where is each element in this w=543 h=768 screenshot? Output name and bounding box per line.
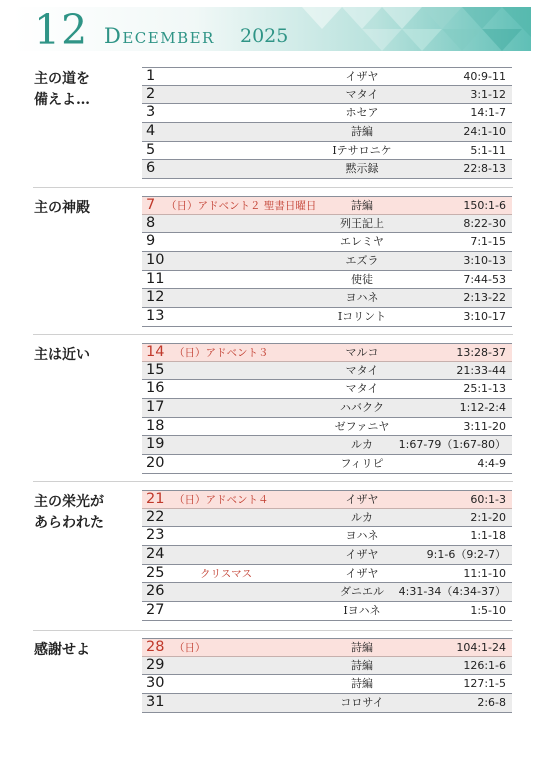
book-name: イザヤ	[345, 493, 379, 506]
reading-row	[142, 546, 512, 565]
year: 2025	[240, 25, 289, 47]
month-header	[12, 7, 531, 51]
day-number: 20	[146, 455, 165, 472]
day-number: 15	[146, 361, 165, 378]
book-name: Ⅰテサロニケ	[332, 143, 392, 157]
reading-row	[142, 362, 512, 381]
reading-row	[142, 583, 512, 602]
sunday-reading-row	[142, 490, 512, 509]
book-name: 詩編	[351, 658, 373, 672]
book-name: Ⅰコリント	[337, 310, 387, 324]
sunday-reading-row	[142, 343, 512, 362]
day-number: 22	[146, 508, 165, 525]
day-number: 25	[146, 564, 165, 581]
reading-row	[142, 509, 512, 528]
day-number: 27	[146, 602, 165, 619]
day-number: 29	[146, 656, 165, 673]
day-number: 28	[146, 639, 165, 655]
book-name: 黙示録	[345, 162, 379, 176]
book-name: ホセア	[345, 106, 379, 120]
reading-list	[142, 490, 512, 621]
day-number: 14	[146, 344, 165, 360]
verse-reference: 7:1-15	[470, 235, 506, 249]
verse-reference: 126:1-6	[463, 658, 506, 672]
book-name: マタイ	[345, 382, 379, 396]
verse-reference: 21:33-44	[456, 363, 506, 377]
section-divider	[33, 630, 513, 631]
reading-row	[142, 233, 512, 252]
reading-row	[142, 602, 512, 621]
verse-reference: 8:22-30	[463, 216, 506, 230]
book-name: マルコ	[345, 346, 379, 359]
day-note: （日）	[174, 642, 206, 654]
section-divider	[33, 187, 513, 188]
reading-row	[142, 436, 512, 455]
reading-row	[142, 252, 512, 271]
reading-row	[142, 123, 512, 142]
reading-row	[142, 86, 512, 105]
reading-row	[142, 380, 512, 399]
reading-row	[142, 142, 512, 161]
book-name: 詩編	[351, 677, 373, 691]
day-number: 24	[146, 546, 165, 563]
book-name: ダニエル	[340, 585, 384, 599]
section-title: 感謝せよ	[34, 642, 90, 658]
book-name: エレミヤ	[340, 235, 384, 249]
book-name: エズラ	[345, 254, 379, 268]
section-divider	[33, 481, 513, 482]
day-number: 6	[146, 160, 156, 177]
verse-reference: 14:1-7	[470, 106, 506, 120]
reading-row	[142, 527, 512, 546]
reading-row	[142, 418, 512, 437]
day-number: 11	[146, 270, 165, 287]
day-number: 9	[146, 233, 156, 250]
verse-reference: 127:1-5	[463, 677, 506, 691]
day-number: 30	[146, 675, 165, 692]
day-number: 8	[146, 214, 156, 231]
verse-reference: 11:1-10	[463, 566, 506, 580]
sunday-reading-row	[142, 638, 512, 657]
reading-list	[142, 67, 512, 179]
verse-reference: 22:8-13	[463, 162, 506, 176]
book-name: 詩編	[351, 199, 373, 212]
day-number: 4	[146, 123, 156, 140]
day-number: 7	[146, 197, 156, 213]
day-number: 13	[146, 308, 165, 325]
book-name: ヨハネ	[345, 529, 379, 543]
day-note: （日）アドベント２ 聖書日曜日	[166, 200, 317, 212]
verse-reference: 3:11-20	[463, 419, 506, 433]
reading-row	[142, 455, 512, 474]
day-number: 31	[146, 694, 165, 711]
book-name: ルカ	[351, 438, 373, 452]
month-number: 12	[34, 7, 89, 51]
verse-reference: 104:1-24	[456, 641, 506, 654]
verse-reference: 7:44-53	[463, 272, 506, 286]
book-name: 使徒	[351, 272, 373, 286]
day-note: クリスマス	[200, 567, 253, 580]
day-number: 1	[146, 68, 156, 84]
verse-reference: 9:1-6（9:2-7）	[426, 548, 506, 562]
book-name: Ⅰヨハネ	[343, 604, 381, 618]
book-name: マタイ	[345, 87, 379, 101]
day-note: （日）アドベント４	[174, 494, 269, 506]
book-name: マタイ	[345, 363, 379, 377]
verse-reference: 150:1-6	[463, 199, 506, 212]
verse-reference: 2:6-8	[477, 696, 506, 710]
verse-reference: 40:9-11	[463, 70, 506, 83]
verse-reference: 1:67-79（1:67-80）	[398, 438, 506, 452]
day-number: 3	[146, 104, 156, 121]
verse-reference: 3:10-13	[463, 254, 506, 268]
reading-row	[142, 289, 512, 308]
verse-reference: 1:12-2:4	[459, 401, 506, 415]
section-title: 主は近い	[34, 347, 90, 363]
book-name: コロサイ	[340, 696, 384, 710]
book-name: ヨハネ	[345, 291, 379, 305]
reading-row	[142, 271, 512, 290]
reading-row	[142, 675, 512, 694]
verse-reference: 13:28-37	[456, 346, 506, 359]
book-name: ルカ	[351, 510, 373, 524]
day-number: 18	[146, 417, 165, 434]
verse-reference: 5:1-11	[470, 143, 506, 157]
verse-reference: 1:1-18	[470, 529, 506, 543]
verse-reference: 2:13-22	[463, 291, 506, 305]
reading-row	[142, 565, 512, 584]
verse-reference: 4:31-34（4:34-37）	[398, 585, 506, 599]
reading-row	[142, 215, 512, 234]
book-name: 詩編	[351, 125, 373, 139]
book-name: 列王記上	[340, 216, 384, 230]
verse-reference: 60:1-3	[470, 493, 506, 506]
month-name: December	[104, 24, 215, 48]
book-name: イザヤ	[345, 70, 379, 83]
day-number: 16	[146, 380, 165, 397]
section-title: 主の栄光が あらわれた	[34, 494, 104, 531]
reading-list	[142, 638, 512, 713]
verse-reference: 24:1-10	[463, 125, 506, 139]
reading-list	[142, 196, 512, 327]
book-name: ゼファニヤ	[334, 419, 390, 433]
book-name: イザヤ	[345, 566, 379, 580]
reading-list	[142, 343, 512, 474]
day-number: 23	[146, 527, 165, 544]
reading-row	[142, 308, 512, 327]
day-number: 17	[146, 399, 165, 416]
day-number: 5	[146, 141, 156, 158]
day-note: （日）アドベント３	[174, 347, 269, 359]
day-number: 12	[146, 289, 165, 306]
section-title: 主の神殿	[34, 200, 90, 216]
reading-row	[142, 67, 512, 86]
verse-reference: 1:5-10	[470, 604, 506, 618]
book-name: イザヤ	[345, 548, 379, 562]
section-divider	[33, 334, 513, 335]
verse-reference: 2:1-20	[470, 510, 506, 524]
verse-reference: 25:1-13	[463, 382, 506, 396]
book-name: 詩編	[351, 641, 373, 654]
section-title: 主の道を 備えよ…	[34, 71, 90, 108]
reading-row	[142, 399, 512, 418]
verse-reference: 4:4-9	[477, 457, 506, 471]
verse-reference: 3:1-12	[470, 87, 506, 101]
book-name: ハバクク	[340, 401, 384, 415]
reading-row	[142, 160, 512, 179]
verse-reference: 3:10-17	[463, 310, 506, 324]
reading-row	[142, 104, 512, 123]
day-number: 2	[146, 85, 156, 102]
reading-row	[142, 694, 512, 713]
day-number: 21	[146, 491, 165, 507]
reading-row	[142, 657, 512, 676]
book-name: フィリピ	[340, 457, 384, 471]
day-number: 26	[146, 583, 165, 600]
sunday-reading-row	[142, 196, 512, 215]
day-number: 19	[146, 436, 165, 453]
day-number: 10	[146, 252, 165, 269]
